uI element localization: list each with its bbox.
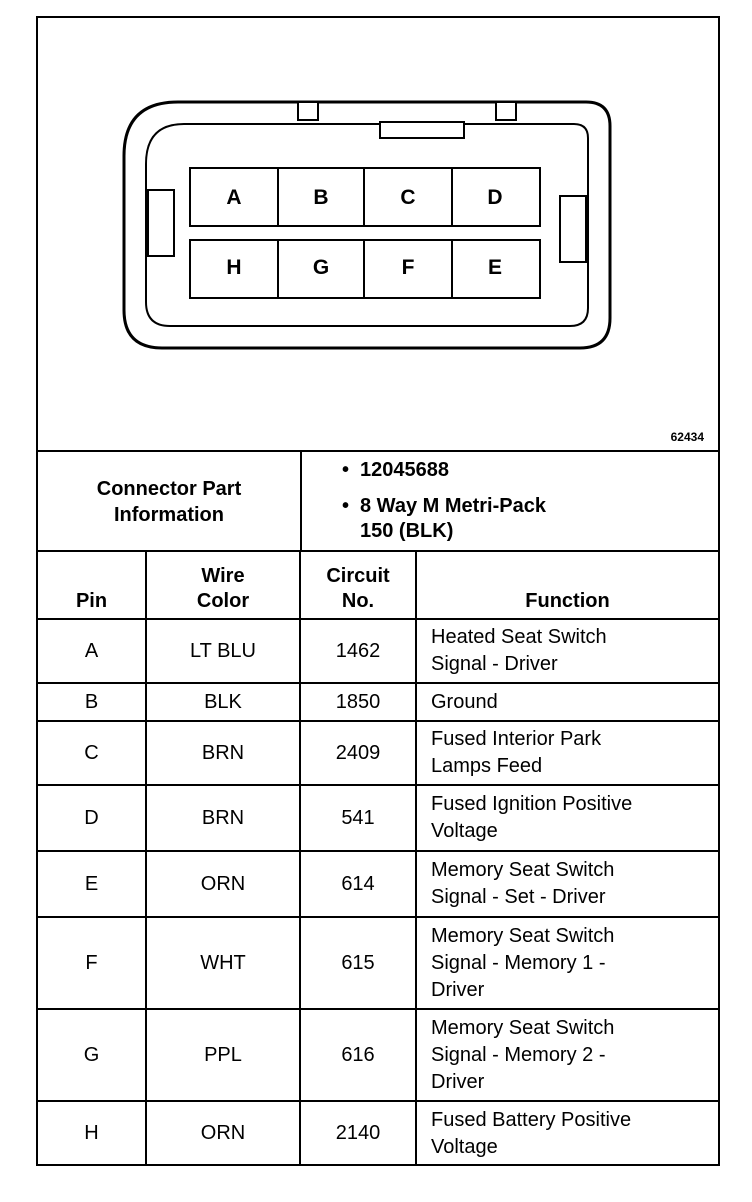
table-row — [38, 1101, 718, 1165]
table-row — [38, 851, 718, 917]
part-info-label-line: Information — [114, 504, 224, 526]
function-line: Heated Seat Switch — [431, 626, 607, 648]
connector-type-item — [342, 494, 546, 519]
table-row — [38, 721, 718, 785]
circuit-header — [300, 551, 416, 619]
function-cell — [416, 851, 718, 917]
header-line: Wire — [201, 565, 245, 587]
pin-cavity-label: E — [487, 256, 502, 279]
part-info-label — [38, 452, 302, 552]
pin-cell: C — [38, 721, 146, 785]
connector-type: 8 Way M Metri-Pack — [360, 495, 546, 517]
connector-type-continued: 150 (BLK) — [360, 520, 454, 542]
figure-id: 62434 — [670, 430, 704, 444]
circuit-cell: 615 — [300, 917, 416, 1009]
pin-header: Pin — [38, 551, 146, 619]
function-line: Signal - Driver — [431, 653, 558, 675]
function-line: Lamps Feed — [431, 755, 543, 777]
function-cell — [416, 619, 718, 683]
function-cell — [416, 785, 718, 851]
wire-color-cell: ORN — [146, 851, 300, 917]
wire-color-cell: BLK — [146, 683, 300, 721]
table-row — [38, 917, 718, 1009]
part-number: 12045688 — [360, 459, 449, 481]
connector-sheet — [36, 16, 720, 1166]
function-line: Memory Seat Switch — [431, 924, 615, 947]
function-cell — [416, 1009, 718, 1101]
pin-cavity-label: B — [313, 186, 329, 209]
function-line: Ground — [431, 690, 498, 713]
function-line: Fused Ignition Positive — [431, 793, 633, 815]
function-line: Voltage — [431, 1135, 498, 1158]
connector-outline-graphic — [38, 18, 718, 450]
pin-cavity-label: A — [226, 186, 242, 209]
function-line: Signal - Set - Driver — [431, 886, 606, 908]
pin-cell: B — [38, 683, 146, 721]
function-line: Fused Interior Park — [431, 728, 602, 750]
function-line: Memory Seat Switch — [431, 859, 615, 881]
part-info-values — [302, 452, 718, 552]
circuit-cell: 2140 — [300, 1101, 416, 1165]
function-line: Voltage — [431, 820, 498, 842]
table-header-row — [38, 551, 718, 619]
part-number-item — [342, 458, 449, 483]
function-cell — [416, 1101, 718, 1165]
wire-color-cell: WHT — [146, 917, 300, 1009]
pin-cell: A — [38, 619, 146, 683]
circuit-cell: 1462 — [300, 619, 416, 683]
function-line: Signal - Memory 1 - — [431, 951, 606, 974]
pin-cavity-label: F — [401, 256, 415, 279]
wire-color-header — [146, 551, 300, 619]
pin-cell: E — [38, 851, 146, 917]
pin-cell: G — [38, 1009, 146, 1101]
connector-diagram — [38, 18, 718, 450]
function-header: Function — [416, 551, 718, 619]
circuit-cell: 2409 — [300, 721, 416, 785]
pin-cavity-label: H — [226, 256, 242, 279]
circuit-cell: 614 — [300, 851, 416, 917]
function-cell — [416, 721, 718, 785]
pin-cell: H — [38, 1101, 146, 1165]
wire-color-cell: BRN — [146, 721, 300, 785]
pin-cavity-label: D — [487, 186, 503, 209]
circuit-cell: 541 — [300, 785, 416, 851]
table-row — [38, 619, 718, 683]
function-cell — [416, 917, 718, 1009]
header-line: No. — [341, 590, 375, 612]
table-row — [38, 683, 718, 721]
wire-color-cell: BRN — [146, 785, 300, 851]
circuit-cell: 1850 — [300, 683, 416, 721]
pin-cavity-label: G — [312, 256, 330, 279]
pinout-table — [38, 550, 718, 1165]
function-line: Signal - Memory 2 - — [431, 1043, 606, 1066]
bullet-icon: • — [342, 459, 350, 481]
circuit-cell: 616 — [300, 1009, 416, 1101]
header-line: Circuit — [326, 565, 390, 587]
bullet-icon: • — [342, 495, 350, 517]
function-line: Fused Battery Positive — [431, 1108, 632, 1131]
table-row — [38, 785, 718, 851]
function-cell — [416, 683, 718, 721]
pin-cell: D — [38, 785, 146, 851]
function-line: Memory Seat Switch — [431, 1016, 615, 1039]
pin-cavity-label: C — [400, 186, 416, 209]
wire-color-cell: LT BLU — [146, 619, 300, 683]
connector-part-info — [38, 450, 718, 552]
function-line: Driver — [431, 1070, 485, 1093]
table-row — [38, 1009, 718, 1101]
header-line: Color — [196, 590, 250, 612]
function-line: Driver — [431, 978, 485, 1001]
wire-color-cell: ORN — [146, 1101, 300, 1165]
part-info-label-line: Connector Part — [96, 478, 242, 500]
pin-cell: F — [38, 917, 146, 1009]
wire-color-cell: PPL — [146, 1009, 300, 1101]
